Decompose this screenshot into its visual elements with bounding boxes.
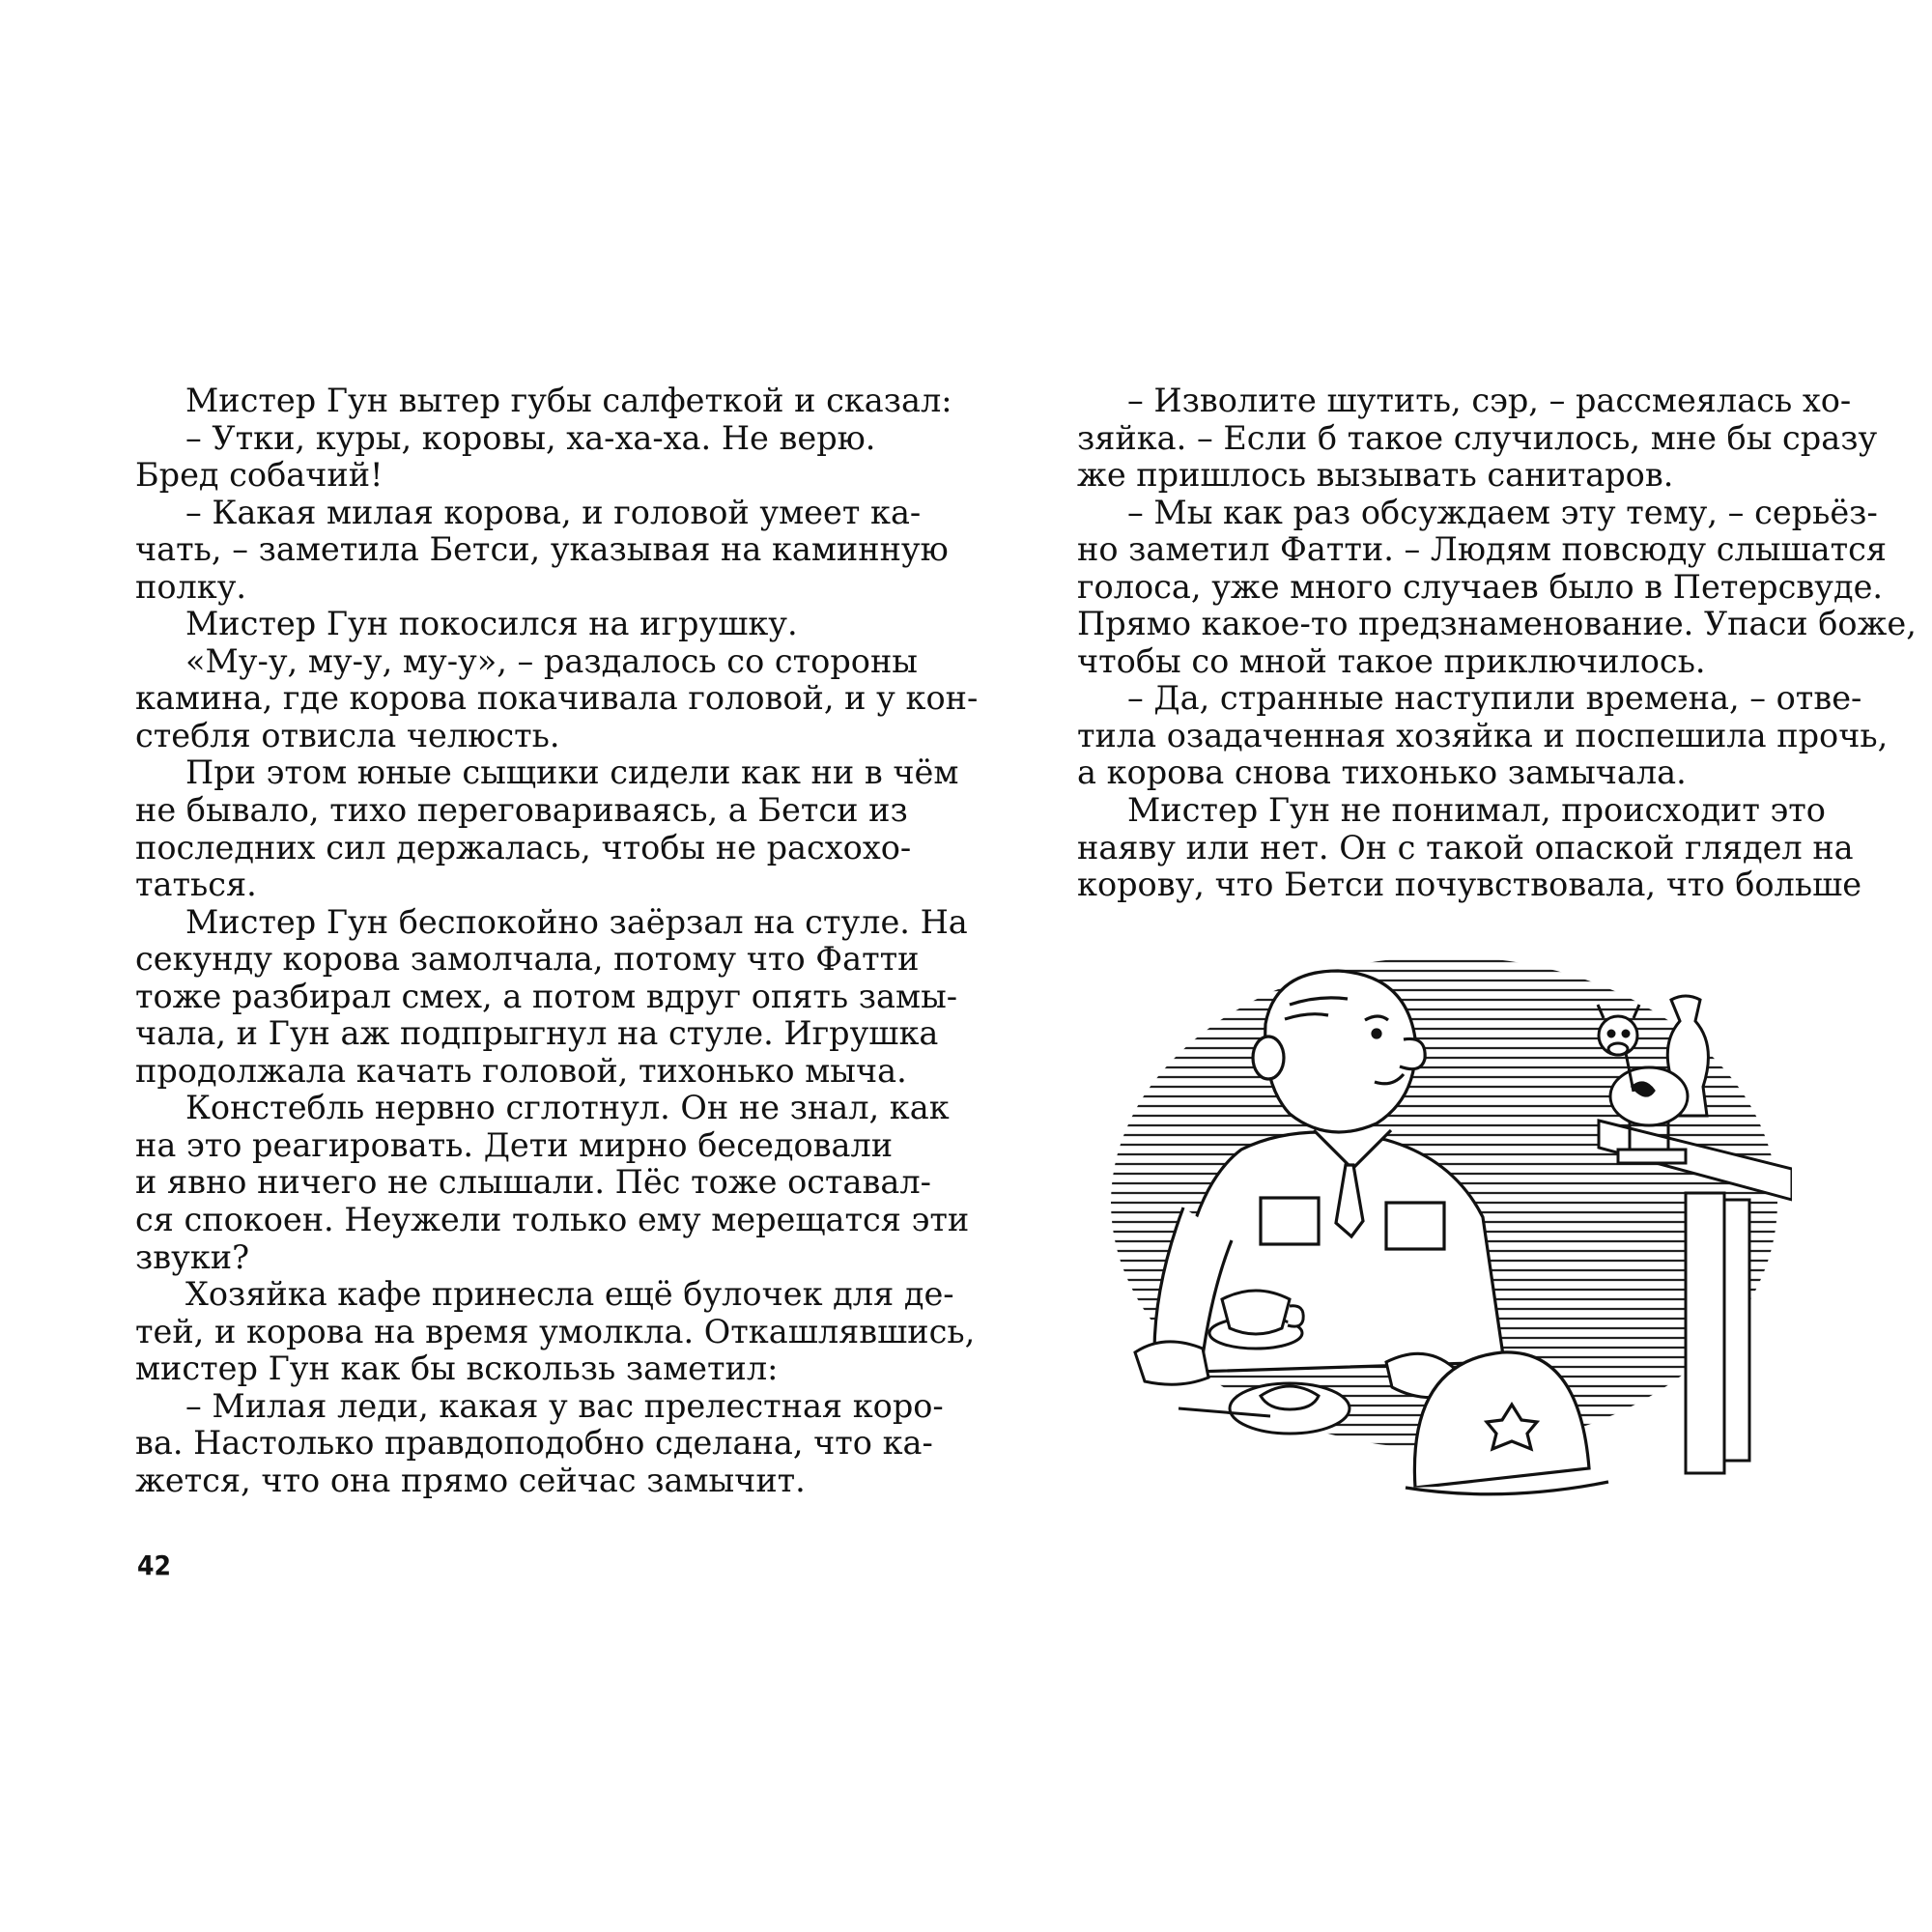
text-line: мистер Гун как бы вскользь заметил:: [135, 1350, 779, 1388]
text-line: последних сил держалась, чтобы не расхохо-: [135, 828, 912, 867]
text-line: секунду корова замолчала, потому что Фатти: [135, 940, 920, 979]
text-line: таться.: [135, 866, 257, 904]
text-line: стебля отвисла челюсть.: [135, 716, 560, 754]
text-line: – Какая милая корова, и головой умеет ка-: [185, 493, 922, 531]
text-line: Мистер Гун вытер губы салфеткой и сказал:: [185, 382, 952, 419]
text-line: камина, где корова покачивала головой, и у кон-: [135, 679, 979, 718]
text-line: голоса, уже много случаев было в Петерсвуде.: [1077, 567, 1884, 606]
text-line: чать, – заметила Бетси, указывая на каминную: [135, 530, 949, 569]
text-line: зяйка. – Если б такое случилось, мне бы сразу: [1077, 418, 1878, 457]
text-line: Прямо какое-то предзнаменование. Упаси боже,: [1077, 605, 1917, 643]
text-line: Мистер Гун беспокойно заёрзал на стуле. На: [185, 902, 968, 941]
text-line: чала, и Гун аж подпрыгнул на стуле. Игрушка: [135, 1014, 939, 1053]
text-line: и явно ничего не слышали. Пёс тоже оставал-: [135, 1163, 931, 1202]
text-line: – Милая леди, какая у вас прелестная коро-: [185, 1386, 944, 1425]
text-line: ва. Настолько правдоподобно сделана, что ка-: [135, 1424, 933, 1463]
illustration-constable-cow: [1096, 947, 1792, 1507]
text-line: на это реагировать. Дети мирно беседовали: [135, 1125, 894, 1164]
text-line: – Мы как раз обсуждаем эту тему, – серьёз-: [1127, 493, 1878, 531]
text-line: Хозяйка кафе принесла ещё булочек для де-: [185, 1275, 954, 1314]
page-number: 42: [137, 1549, 172, 1581]
right-page: [1077, 382, 1917, 904]
text-line: Бред собачий!: [135, 456, 384, 495]
text-line: Мистер Гун не понимал, происходит это: [1127, 791, 1826, 830]
text-line: – Утки, куры, коровы, ха-ха-ха. Не верю.: [185, 418, 876, 457]
text-line: звуки?: [135, 1237, 250, 1276]
text-line: тоже разбирал смех, а потом вдруг опять замы-: [135, 977, 958, 1015]
text-line: – Да, странные наступили времена, – отве-: [1127, 679, 1862, 718]
text-line: корову, что Бетси почувствовала, что больше: [1077, 866, 1862, 904]
text-line: наяву или нет. Он с такой опаской глядел на: [1077, 828, 1854, 867]
text-line: же пришлось вызывать санитаров.: [1077, 456, 1674, 495]
constable-figure: [1154, 971, 1504, 1372]
text-line: полку.: [135, 567, 247, 606]
text-line: ся спокоен. Неужели только ему мерещатся эти: [135, 1201, 970, 1239]
text-line: «Му-у, му-у, му-у», – раздалось со стороны: [185, 641, 918, 680]
text-line: – Изволите шутить, сэр, – рассмеялась хо-: [1127, 382, 1852, 419]
text-line: тила озадаченная хозяйка и поспешила прочь,: [1077, 716, 1889, 754]
left-page: [135, 382, 979, 1499]
text-line: продолжала качать головой, тихонько мыча.: [135, 1051, 907, 1090]
text-line: но заметил Фатти. – Людям повсюду слышатся: [1077, 530, 1888, 569]
text-line: Констебль нервно сглотнул. Он не знал, как: [185, 1089, 950, 1127]
text-line: чтобы со мной такое приключилось.: [1077, 641, 1706, 680]
text-line: тей, и корова на время умолкла. Откашлявшись,: [135, 1312, 976, 1350]
text-line: не бывало, тихо переговариваясь, а Бетси из: [135, 791, 908, 830]
text-line: Мистер Гун покосился на игрушку.: [185, 605, 798, 643]
text-line: При этом юные сыщики сидели как ни в чём: [185, 753, 959, 792]
text-line: а корова снова тихонько замычала.: [1077, 753, 1687, 792]
text-line: жется, что она прямо сейчас замычит.: [135, 1461, 806, 1499]
